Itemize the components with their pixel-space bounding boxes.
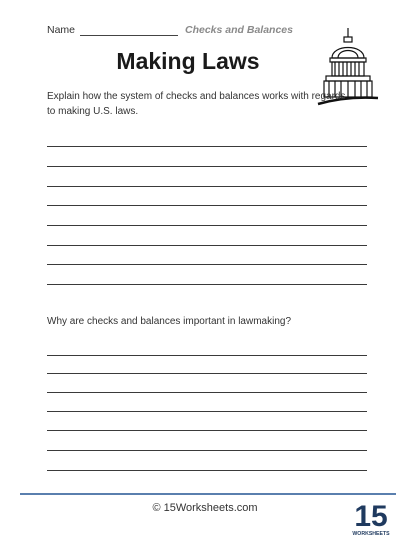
answer-line[interactable] (47, 205, 367, 206)
question-1: Explain how the system of checks and balances works with regards to making U.S. laws. (47, 91, 346, 117)
answer-line[interactable] (47, 284, 367, 285)
page-title: Making Laws (116, 48, 260, 74)
answer-line[interactable] (47, 225, 367, 226)
question-2: Why are checks and balances important in lawmaking? (47, 316, 292, 327)
answer-line[interactable] (47, 470, 367, 471)
15worksheets-logo (352, 498, 390, 538)
name-field-line[interactable] (80, 35, 178, 36)
answer-line[interactable] (47, 392, 367, 393)
answer-line[interactable] (47, 264, 367, 265)
answer-line[interactable] (47, 430, 367, 431)
answer-line[interactable] (47, 186, 367, 187)
name-label: Name (47, 24, 76, 36)
worksheet-topic: Checks and Balances (185, 24, 293, 36)
answer-line[interactable] (47, 166, 367, 167)
header (47, 24, 307, 40)
answer-line[interactable] (47, 355, 367, 356)
footer-divider (20, 493, 396, 495)
answer-line[interactable] (47, 450, 367, 451)
logo-word: WORKSHEETS (352, 531, 390, 537)
answer-line[interactable] (47, 146, 367, 147)
logo-number: 15 (354, 500, 388, 533)
footer-site-credit[interactable]: © 15Worksheets.com (152, 502, 258, 514)
answer-line[interactable] (47, 411, 367, 412)
answer-line[interactable] (47, 245, 367, 246)
answer-line[interactable] (47, 373, 367, 374)
